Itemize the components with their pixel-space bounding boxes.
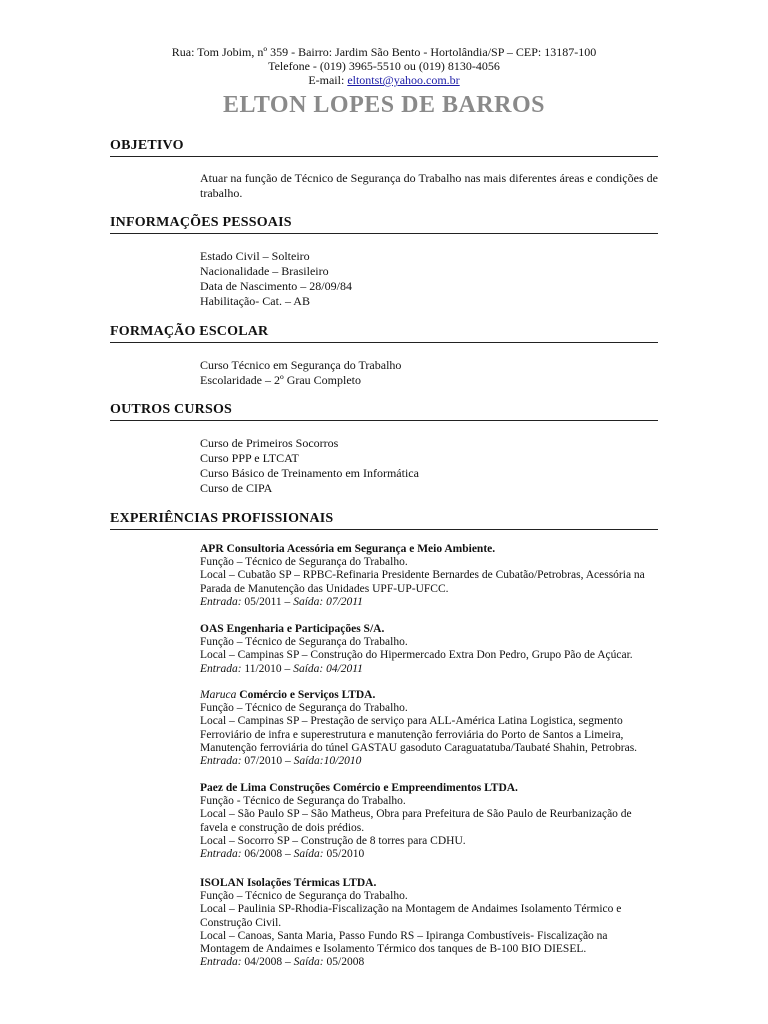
saida-label: Saída: (293, 662, 324, 675)
company-bold-part: Comércio e Serviços LTDA. (239, 689, 376, 701)
objetivo-text: Atuar na função de Técnico de Segurança do Trabalho nas mais diferentes áreas e condições de trabalho. (200, 171, 658, 200)
experience-item (200, 782, 660, 861)
experience-line: Função – Técnico de Segurança do Trabalho. (200, 702, 408, 715)
experience-dates (200, 596, 660, 609)
experience-line: favela e construção de dois prédios. (200, 821, 365, 834)
section-cursos-title: OUTROS CURSOS (110, 402, 658, 421)
entrada-label: Entrada: (200, 848, 242, 861)
section-experiencias-title: EXPERIÊNCIAS PROFISSIONAIS (110, 511, 658, 530)
experience-line: Local – Socorro SP – Construção de 8 torres para CDHU. (200, 834, 466, 847)
address-line: Rua: Tom Jobim, nº 359 - Bairro: Jardim São Bento - Hortolândia/SP – CEP: 13187-100 (171, 45, 597, 59)
experience-dates (200, 663, 660, 676)
experience-line: Montagem de Andaimes e Isolamento Térmico dos tanques de B-100 BIO DIESEL. (200, 943, 587, 956)
experience-company: APR Consultoria Acessória em Segurança e Meio Ambiente. (200, 543, 496, 555)
experience-line: Ferroviário de infra e superestrutura e manutenção ferroviária do Porto de Santos a Limeira, (200, 728, 624, 741)
experience-company (200, 689, 660, 702)
entrada-label: Entrada: (200, 755, 242, 768)
entrada-value: 11/2010 – (241, 662, 294, 675)
experience-item (200, 543, 660, 609)
entrada-value: 06/2008 – (241, 848, 294, 861)
section-pessoais-title: INFORMAÇÕES PESSOAIS (110, 215, 658, 234)
entrada-value: 04/2008 – (241, 956, 294, 969)
pessoais-list (200, 249, 658, 309)
experience-line: Local – São Paulo SP – São Matheus, Obra para Prefeitura de São Paulo de Reurbanização de (200, 808, 632, 821)
experience-company: OAS Engenharia e Participações S/A. (200, 623, 385, 635)
experience-dates (200, 755, 660, 768)
pessoais-line: Habilitação- Cat. – AB (200, 294, 310, 308)
curso-line: Curso PPP e LTCAT (200, 451, 299, 465)
saida-label: Saída: (293, 956, 324, 969)
entrada-label: Entrada: (200, 956, 242, 969)
formacao-line: Curso Técnico em Segurança do Trabalho (200, 358, 402, 372)
experience-line: Função – Técnico de Segurança do Trabalho. (200, 556, 408, 569)
entrada-value: 07/2010 – (241, 755, 294, 768)
experience-line: Função – Técnico de Segurança do Trabalho. (200, 890, 408, 903)
saida-label: Saída: (293, 755, 324, 768)
experience-item (200, 877, 660, 969)
candidate-name: ELTON LOPES DE BARROS (223, 92, 545, 118)
experience-line: Local – Canoas, Santa Maria, Passo Fundo RS – Ipiranga Combustíveis- Fiscalização na (200, 929, 608, 942)
section-formacao-title: FORMAÇÃO ESCOLAR (110, 324, 658, 343)
entrada-value: 05/2011 – (241, 595, 294, 608)
curso-line: Curso de Primeiros Socorros (200, 436, 339, 450)
experience-line: Local – Campinas SP – Construção do Hipermercado Extra Don Pedro, Grupo Pão de Açúcar. (200, 649, 633, 662)
experience-company: ISOLAN Isolações Térmicas LTDA. (200, 877, 377, 889)
objetivo-text-block (200, 171, 658, 201)
experience-line: Local – Campinas SP – Prestação de serviço para ALL-América Latina Logistica, segmento (200, 715, 623, 728)
email-line (0, 73, 768, 87)
experience-line: Manutenção ferroviária do túnel GASTAU gasoduto Caraguatatuba/Taubaté Shahin, Petrobras. (200, 741, 638, 754)
saida-value: 10/2010 (323, 755, 362, 768)
experience-dates (200, 848, 660, 861)
saida-label: Saída: (293, 595, 324, 608)
saida-value: 07/2011 (323, 595, 363, 608)
experience-item (200, 623, 660, 676)
experience-line: Local – Paulinia SP-Rhodia-Fiscalização na Montagem de Andaimes Isolamento Térmico e (200, 903, 622, 916)
pessoais-line: Nacionalidade – Brasileiro (200, 264, 329, 278)
experience-item (200, 689, 660, 768)
experience-line: Função - Técnico de Segurança do Trabalho. (200, 795, 406, 808)
email-label: E-mail: (308, 73, 348, 87)
section-objetivo-title: OBJETIVO (110, 138, 658, 157)
email-link[interactable]: eltontst@yahoo.com.br (347, 73, 460, 87)
cursos-list (200, 436, 658, 496)
curso-line: Curso de CIPA (200, 481, 273, 495)
saida-value: 04/2011 (323, 662, 363, 675)
formacao-line: Escolaridade – 2º Grau Completo (200, 373, 362, 387)
entrada-label: Entrada: (200, 595, 242, 608)
experience-dates (200, 956, 660, 969)
formacao-list (200, 358, 658, 388)
saida-label: Saída: (293, 848, 324, 861)
pessoais-line: Estado Civil – Solteiro (200, 249, 310, 263)
experience-company: Paez de Lima Construções Comércio e Empreendimentos LTDA. (200, 782, 518, 794)
pessoais-line: Data de Nascimento – 28/09/84 (200, 279, 352, 293)
saida-value: 05/2008 (323, 956, 365, 969)
experience-line: Parada de Manutenção das Unidades UPF-UP-UFCC. (200, 582, 449, 595)
curso-line: Curso Básico de Treinamento em Informática (200, 466, 419, 480)
experience-line: Função – Técnico de Segurança do Trabalho. (200, 636, 408, 649)
phone-line: Telefone - (019) 3965-5510 ou (019) 8130-4056 (268, 59, 500, 73)
saida-value: 05/2010 (323, 848, 365, 861)
company-italic-part: Maruca (200, 689, 240, 701)
experience-line: Local – Cubatão SP – RPBC-Refinaria Presidente Bernardes de Cubatão/Petrobras, Acessória na (200, 569, 645, 582)
experience-line: Construção Civil. (200, 916, 282, 929)
entrada-label: Entrada: (200, 662, 242, 675)
